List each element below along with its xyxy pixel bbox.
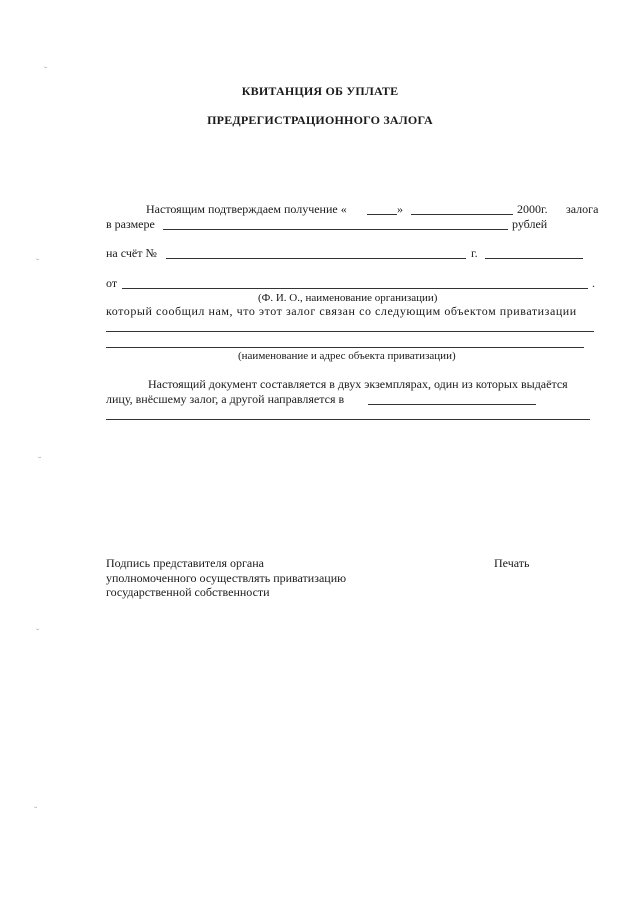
zaloga-text: залога — [566, 202, 599, 216]
copies-statement-line-2: лицу, внёсшему залог, а другой направляется в — [106, 392, 345, 406]
scan-speck: ˘ — [36, 628, 40, 639]
signature-line-2: уполномоченного осуществлять приватизацию — [106, 571, 347, 585]
recipient-blank-2 — [106, 419, 590, 420]
copies-statement-line-1: Настоящий документ составляется в двух экземплярах, один из которых выдаётся — [148, 377, 568, 391]
object-blank-1 — [106, 331, 594, 332]
stamp-label: Печать — [494, 556, 530, 570]
recipient-blank-1 — [368, 404, 536, 405]
scan-speck: ˘ — [38, 456, 42, 467]
amount-blank — [163, 229, 508, 230]
signature-line-3: государственной собственности — [106, 585, 270, 599]
g-label: г. — [471, 246, 478, 260]
year-text: 2000г. — [517, 202, 548, 216]
rubles-label: рублей — [512, 217, 548, 231]
document-title-line-2: ПРЕДРЕГИСТРАЦИОННОГО ЗАЛОГА — [207, 113, 433, 127]
month-blank — [411, 214, 513, 215]
account-blank — [166, 258, 466, 259]
confirm-quote-close: » — [397, 202, 403, 216]
confirm-prefix: Настоящим подтверждаем получение « — [146, 202, 347, 216]
account-date-blank — [485, 258, 583, 259]
from-period: . — [592, 276, 595, 290]
object-statement: который сообщил нам, что этот залог связан со следующим объектом приватизации — [106, 304, 577, 318]
from-label: от — [106, 276, 118, 290]
object-caption: (наименование и адрес объекта приватизации) — [238, 350, 456, 362]
scan-speck: ˘ — [44, 66, 48, 77]
document-title-line-1: КВИТАНЦИЯ ОБ УПЛАТЕ — [241, 84, 399, 98]
account-label: на счёт № — [106, 246, 157, 260]
amount-label: в размере — [106, 217, 155, 231]
scan-speck: ˘ — [36, 258, 40, 269]
signature-line-1: Подпись представителя органа — [106, 556, 264, 570]
object-blank-2 — [106, 347, 584, 348]
from-blank — [122, 288, 588, 289]
fio-caption: (Ф. И. О., наименование организации) — [258, 292, 438, 304]
scan-speck: ˘ — [34, 806, 38, 817]
day-blank — [367, 214, 397, 215]
